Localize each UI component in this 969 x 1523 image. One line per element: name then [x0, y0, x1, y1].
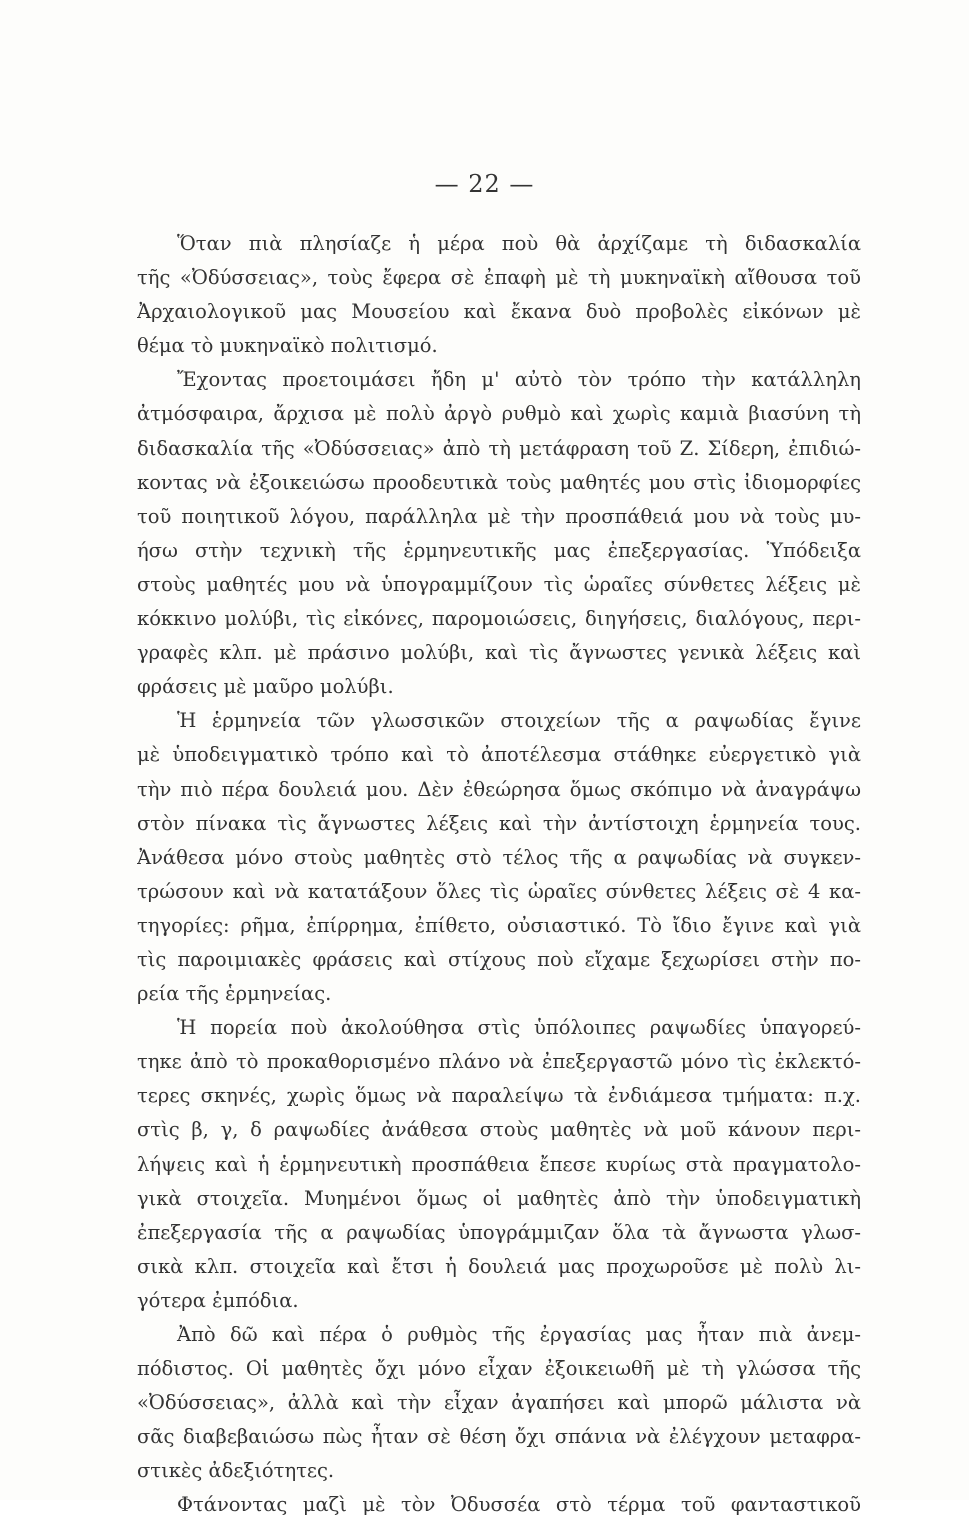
- text-line: τὴν πιὸ πέρα δουλειά μου. Δὲν ἐθεώρησα ὅμως σκόπιμο νὰ ἀναγράψω: [137, 777, 861, 801]
- text-line: τηγορίες: ρῆμα, ἐπίρρημα, ἐπίθετο, οὐσιαστικό. Τὸ ἴδιο ἔγινε καὶ γιὰ: [137, 913, 861, 937]
- text-line: λήψεις καὶ ἡ ἑρμηνευτικὴ προσπάθεια ἔπεσε κυρίως στὰ πραγματολο-: [137, 1152, 861, 1176]
- text-line: ἀτμόσφαιρα, ἄρχισα μὲ πολὺ ἀργὸ ρυθμὸ καὶ χωρὶς καμιὰ βιασύνη τὴ: [137, 402, 861, 426]
- body-text: [137, 227, 861, 1523]
- text-line: πόδιστος. Οἱ μαθητὲς ὄχι μόνο εἶχαν ἐξοικειωθῆ μὲ τὴ γλώσσα τῆς: [137, 1357, 861, 1381]
- text-line: ρεία τῆς ἑρμηνείας.: [137, 982, 332, 1006]
- text-line: ήσω στὴν τεχνικὴ τῆς ἑρμηνευτικῆς μας ἐπεξεργασίας. Ὑπόδειξα: [137, 538, 861, 562]
- text-line: «Ὀδύσσειας», ἀλλὰ καὶ τὴν εἶχαν ἀγαπήσει καὶ μπορῶ μάλιστα νὰ: [137, 1391, 861, 1415]
- text-line: στοὺς μαθητές μου νὰ ὑπογραμμίζουν τὶς ὡραῖες σύνθετες λέξεις μὲ: [137, 572, 861, 596]
- text-line: στὸν πίνακα τὶς ἄγνωστες λέξεις καὶ τὴν ἀντίστοιχη ἑρμηνεία τους.: [137, 811, 861, 835]
- text-line: τρώσουν καὶ νὰ κατατάξουν ὅλες τὶς ὡραῖες σύνθετες λέξεις σὲ 4 κα-: [137, 879, 861, 903]
- page-number: — 22 —: [434, 170, 535, 198]
- text-line: Ὅταν πιὰ πλησίαζε ἡ μέρα ποὺ θὰ ἀρχίζαμε τὴ διδασκαλία: [177, 232, 861, 255]
- text-line: τοῦ ποιητικοῦ λόγου, παράλληλα μὲ τὴν προσπάθειά μου νὰ τοὺς μυ-: [137, 504, 861, 528]
- text-line: στικὲς ἀδεξιότητες.: [137, 1459, 335, 1483]
- text-line: τῆς «Ὀδύσσειας», τοὺς ἔφερα σὲ ἐπαφὴ μὲ τὴ μυκηναϊκὴ αἴθουσα τοῦ: [137, 266, 861, 290]
- text-line: διδασκαλία τῆς «Ὀδύσσειας» ἀπὸ τὴ μετάφραση τοῦ Ζ. Σίδερη, ἐπιδιώ-: [137, 436, 861, 460]
- text-line: Φτάνοντας μαζὶ μὲ τὸν Ὀδυσσέα στὸ τέρμα τοῦ φανταστικοῦ: [177, 1493, 861, 1517]
- text-line: θέμα τὸ μυκηναϊκὸ πολιτισμό.: [137, 334, 438, 358]
- text-line: Ἀπὸ δῶ καὶ πέρα ὁ ρυθμὸς τῆς ἐργασίας μας ἦταν πιὰ ἀνεμ-: [177, 1323, 861, 1346]
- text-line: τερες σκηνές, χωρὶς ὅμως νὰ παραλείψω τὰ ἐνδιάμεσα τμήματα: π.χ.: [137, 1084, 861, 1108]
- text-line: σᾶς διαβεβαιώσω πὼς ἦταν σὲ θέση ὄχι σπάνια νὰ ἐλέγχουν μεταφρα-: [137, 1425, 861, 1449]
- text-line: κόκκινο μολύβι, τὶς εἰκόνες, παρομοιώσεις, διηγήσεις, διαλόγους, περι-: [137, 607, 861, 631]
- text-line: Ἡ ἑρμηνεία τῶν γλωσσικῶν στοιχείων τῆς α ραψωδίας ἔγινε: [177, 709, 861, 733]
- text-line: Ἀνάθεσα μόνο στοὺς μαθητὲς στὸ τέλος τῆς α ραψωδίας νὰ συγκεν-: [137, 845, 861, 869]
- text-line: μὲ ὑποδειγματικὸ τρόπο καὶ τὸ ἀποτέλεσμα στάθηκε εὐεργετικὸ γιὰ: [137, 743, 861, 767]
- text-line: σικὰ κλπ. στοιχεῖα καὶ ἔτσι ἡ δουλειά μας προχωροῦσε μὲ πολὺ λι-: [137, 1254, 861, 1278]
- text-line: ἐπεξεργασία τῆς α ραψωδίας ὑπογράμμιζαν ὅλα τὰ ἄγνωστα γλωσ-: [137, 1220, 861, 1244]
- text-line: φράσεις μὲ μαῦρο μολύβι.: [137, 675, 394, 699]
- text-line: τηκε ἀπὸ τὸ προκαθορισμένο πλάνο νὰ ἐπεξεργαστῶ μόνο τὶς ἐκλεκτό-: [137, 1050, 861, 1074]
- text-line: Ἡ πορεία ποὺ ἀκολούθησα στὶς ὑπόλοιπες ραψωδίες ὑπαγορεύ-: [177, 1016, 861, 1040]
- text-line: γικὰ στοιχεῖα. Μυημένοι ὅμως οἱ μαθητὲς ἀπὸ τὴν ὑποδειγματικὴ: [137, 1186, 861, 1210]
- text-line: στὶς β, γ, δ ραψωδίες ἀνάθεσα στοὺς μαθητὲς νὰ μοῦ κάνουν περι-: [137, 1118, 861, 1142]
- text-line: Ἔχοντας προετοιμάσει ἤδη μ' αὐτὸ τὸν τρόπο τὴν κατάλληλη: [177, 368, 861, 392]
- text-line: γραφὲς κλπ. μὲ πράσινο μολύβι, καὶ τὶς ἄγνωστες γενικὰ λέξεις καὶ: [137, 641, 861, 665]
- text-line: τὶς παροιμιακὲς φράσεις καὶ στίχους ποὺ εἴχαμε ξεχωρίσει στὴν πο-: [137, 947, 861, 971]
- text-line: κοντας νὰ ἐξοικειώσω προοδευτικὰ τοὺς μαθητές μου στὶς ἰδιομορφίες: [137, 470, 861, 494]
- text-line: γότερα ἐμπόδια.: [137, 1288, 299, 1312]
- text-line: Ἀρχαιολογικοῦ μας Μουσείου καὶ ἔκανα δυὸ προβολὲς εἰκόνων μὲ: [137, 300, 861, 324]
